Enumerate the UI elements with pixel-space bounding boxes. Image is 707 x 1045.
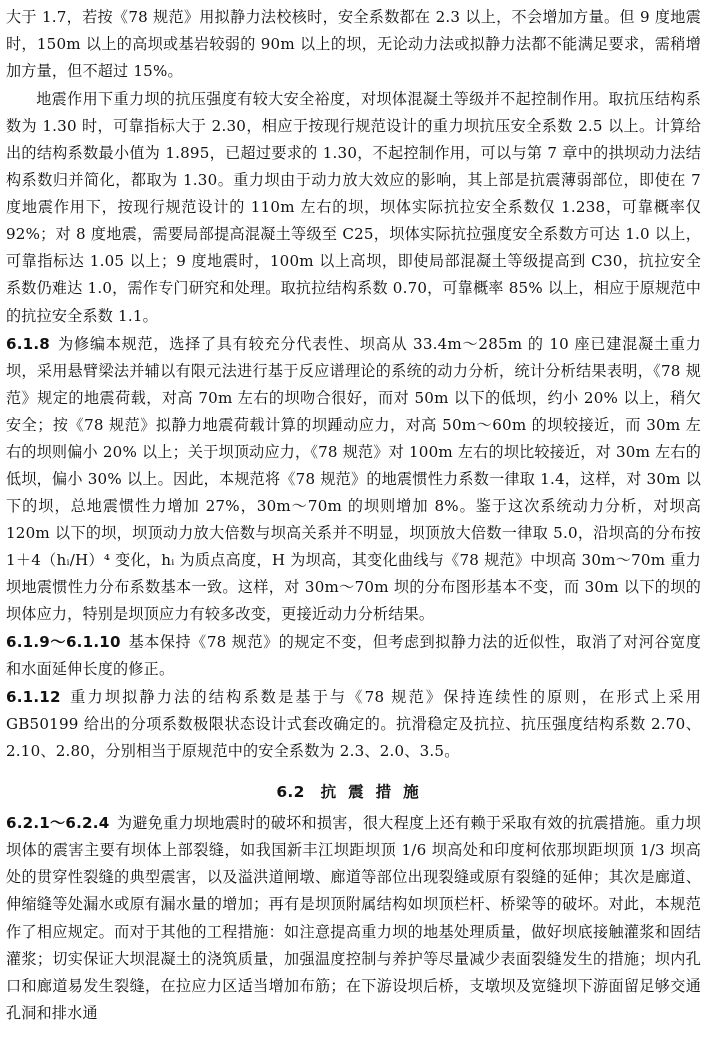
clause-text: 为修编本规范，选择了具有较充分代表性、坝高从 33.4m～285m 的 10 座已建混凝土重力坝，采用悬臂梁法并辅以有限元法进行基于反应谱理论的系统的动力分析，统计分析结果表明，《78 规范》规定的地震荷载，对高 70m 左右的坝吻合很好，而对 50m 以下的低坝，约小 20% 以上，稍欠安全；按《78 规范》拟静力地震荷载计算的坝踵动应力，对高 50m～60m 的坝较接近，而 30m 左右的坝则偏小 20% 以上；关于坝顶动应力，《78 规范》对 100m 左右的坝比较接近，对 30m 左右的低坝，偏小 30% 以上。因此，本规范将《78 规范》的地震惯性力系数一律取 1.4，这样，对 30m 以下的坝，总地震惯性力增加 27%，30m～70m 的坝则增加 8%。鉴于这次系统动力分析，对坝高 120m 以下的坝，坝顶动力放大倍数与坝高关系并不明显，坝顶放大倍数一律取 5.0，沿坝高的分布按 1＋4（hᵢ/H）⁴ 变化，hᵢ 为质点高度，H 为坝高，其变化曲线与《78 规范》中坝高 30m～70m 重力坝地震惯性力分布系数基本一致。这样，对 30m～70m 坝的分布图形基本不变，而 30m 以下的坝的坝体应力，特别是坝顶应力有较多改变，更接近动力分析结果。 [6, 334, 701, 624]
clause-6-1-9-10 [6, 629, 701, 683]
clause-6-1-12 [6, 684, 701, 765]
clause-text: 重力坝拟静力法的结构系数是基于与《78 规范》保持连续性的原则，在形式上采用 GB50199 给出的分项系数极限状态设计式套改确定的。抗滑稳定及抗拉、抗压强度结构系数 2.70、2.10、2.80，分别相当于原规范中的安全系数为 2.3、2.0、3.5。 [6, 688, 701, 761]
section-number: 6.2 [276, 783, 305, 802]
clause-6-2-1-4 [6, 810, 701, 1026]
paragraph-continued: 大于 1.7，若按《78 规范》用拟静力法校核时，安全系数都在 2.3 以上，不会增加方量。但 9 度地震时，150m 以上的高坝或基岩较弱的 90m 以上的坝，无论动力法或拟静力法都不能满足要求，需稍增加方量，但不超过 15%。 [6, 8, 701, 81]
section-title: 抗震措施 [320, 783, 431, 802]
clause-text: 基本保持《78 规范》的规定不变，但考虑到拟静力法的近似性，取消了对河谷宽度和水面延伸长度的修正。 [6, 633, 701, 679]
clause-6-1-8 [6, 331, 701, 629]
body-text-after-section [6, 810, 701, 1026]
clause-text: 为避免重力坝地震时的破坏和损害，很大程度上还有赖于采取有效的抗震措施。重力坝坝体的震害主要有坝体上部裂缝，如我国新丰江坝距坝顶 1/6 坝高处和印度柯依那坝距坝顶 1/3 坝高处的贯穿性裂缝的典型震害，以及溢洪道闸墩、廊道等部位出现裂缝或原有裂缝的延伸；其次是廊道、伸缩缝等处漏水或原有漏水量的增加；再有是坝顶附属结构如坝顶栏杆、桥梁等的破坏。对此，本规范作了相应规定。而对于其他的工程措施：如注意提高重力坝的地基处理质量，做好坝底接触灌浆和固结灌浆；切实保证大坝混凝土的浇筑质量，加强温度控制与养护等尽量减少表面裂缝发生的措施；坝内孔口和廊道易发生裂缝，在拉应力区适当增加布筋；在下游设坝后桥，支墩坝及宽缝坝下游面留足够交通孔洞和排水通 [6, 814, 701, 1022]
clause-number: 6.2.1～6.2.4 [6, 814, 110, 833]
clause-number: 6.1.9～6.1.10 [6, 633, 121, 652]
section-heading [6, 779, 701, 806]
body-text-before-section [6, 4, 701, 765]
clause-number: 6.1.8 [6, 334, 50, 353]
paragraph-compressive-strength: 地震作用下重力坝的抗压强度有较大安全裕度，对坝体混凝土等级并不起控制作用。取抗压结构系数为 1.30 时，可靠指标大于 2.30，相应于按现行规范设计的重力坝抗压安全系数 2.5 以上。计算给出的结构系数最小值为 1.895，已超过要求的 1.30，不起控制作用，可以与第 7 章中的拱坝动力法结构系数归并简化，都取为 1.30。重力坝由于动力放大效应的影响，其上部是抗震薄弱部位，即使在 7 度地震作用下，按现行规范设计的 110m 左右的坝，坝体实际抗拉安全系数仅 1.238，可靠概率仅 92%；对 8 度地震，需要局部提高混凝土等级至 C25，坝体实际抗拉强度安全系数方可达 1.0 以上，可靠指标达 1.05 以上；9 度地震时，100m 以上高坝，即使局部混凝土等级提高到 C30，抗拉安全系数仍难达 1.0，需作专门研究和处理。取抗拉结构系数 0.70，可靠概率 85% 以上，相应于原规范中的抗拉安全系数 1.1。 [6, 90, 701, 325]
clause-number: 6.1.12 [6, 688, 61, 707]
